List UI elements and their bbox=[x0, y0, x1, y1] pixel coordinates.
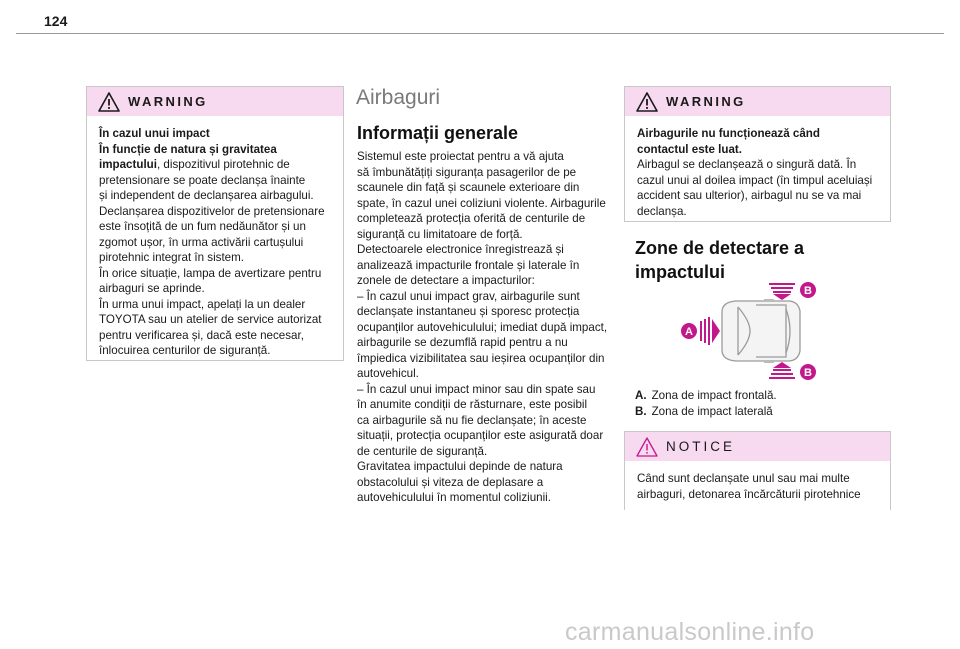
text-line: completează protecția oferită de centurile de bbox=[357, 212, 586, 225]
zones-title-line1: Zone de detectare a bbox=[635, 238, 805, 258]
label-a-badge bbox=[681, 323, 697, 339]
right-warning-box bbox=[624, 86, 891, 222]
text-line: autovehicul. bbox=[357, 367, 419, 380]
bold-text: În funcție de natura și gravitatea bbox=[99, 142, 277, 156]
text-line bbox=[99, 281, 331, 297]
text-line bbox=[99, 173, 331, 189]
text-line bbox=[99, 204, 331, 220]
legend-item-a bbox=[635, 388, 895, 404]
left-warning-box bbox=[86, 86, 344, 361]
text-line bbox=[99, 343, 331, 359]
top-rule bbox=[16, 33, 944, 34]
zones-legend bbox=[635, 388, 895, 419]
text-line: analizează impacturile frontale și laterale în bbox=[357, 258, 580, 272]
plain-text: Airbagul se declanșează o singură dată. În bbox=[637, 158, 857, 171]
text-line: zonele de detectare a impacturilor: bbox=[357, 274, 535, 287]
text-line bbox=[637, 173, 878, 189]
plain-text: , dispozitivul pirotehnic de bbox=[156, 158, 290, 171]
text-line bbox=[637, 126, 878, 142]
legend-key: B. bbox=[635, 404, 647, 418]
legend-key: A. bbox=[635, 389, 647, 402]
car-top-view-icon bbox=[722, 299, 800, 363]
zones-title bbox=[635, 236, 804, 284]
bold-text: În cazul unui impact bbox=[99, 127, 210, 140]
text-line: situații, protecția ocupanților este asigurată doar bbox=[357, 429, 604, 442]
plain-text: înlocuirea centurilor de siguranță. bbox=[99, 344, 271, 357]
bold-text: impactului bbox=[99, 158, 157, 171]
legend-item-b bbox=[635, 404, 895, 420]
zones-title-line2: impactului bbox=[635, 262, 726, 282]
warning-label: WARNING bbox=[128, 94, 208, 109]
plain-text: accident sau ulterior), airbagul nu se va mai bbox=[637, 189, 862, 202]
plain-text: este însoțită de un fum nedăunător și un bbox=[99, 220, 306, 233]
text-line: de centurile de siguranță. bbox=[357, 444, 488, 458]
plain-text: pirotehnic integrat în sistem. bbox=[99, 251, 244, 264]
text-line: spate, în cazul unei coliziuni violente. Airbagurile bbox=[357, 196, 606, 210]
plain-text: zgomot ușor, în urma activării cartușului bbox=[99, 235, 304, 249]
text-line bbox=[99, 126, 331, 142]
front-impact-arrows bbox=[700, 317, 720, 345]
warning-body bbox=[625, 116, 890, 227]
notice-triangle-icon bbox=[636, 437, 658, 457]
plain-text: și independent de declanșarea airbagului. bbox=[99, 189, 314, 202]
text-line bbox=[99, 312, 331, 328]
text-line: ocupanților autovehiculului; imediat după impact, bbox=[357, 320, 608, 334]
label-a: A bbox=[685, 326, 693, 338]
legend-text: Zona de impact frontală. bbox=[651, 389, 777, 402]
general-info-text bbox=[357, 149, 617, 506]
label-b-top-badge bbox=[800, 282, 816, 298]
plain-text: TOYOTA sau un atelier de service autorizat bbox=[99, 313, 322, 326]
text-line bbox=[99, 188, 331, 204]
plain-text: declanșa. bbox=[637, 204, 687, 218]
text-line bbox=[99, 142, 331, 158]
plain-text: Declanșarea dispozitivelor de pretensionare bbox=[99, 204, 325, 218]
notice-line: Când sunt declanșate unul sau mai multe bbox=[637, 472, 850, 485]
warning-body bbox=[87, 116, 343, 367]
text-line: Detectoarele electronice înregistrează și bbox=[357, 243, 564, 256]
text-line bbox=[637, 157, 878, 173]
text-line: împiedica vizibilitatea sau ieșirea ocupanților din bbox=[357, 351, 605, 365]
impact-zones-diagram bbox=[676, 281, 821, 381]
side-impact-arrows-bottom bbox=[769, 362, 795, 379]
watermark: carmanualsonline.info bbox=[565, 618, 815, 646]
text-line bbox=[637, 204, 878, 220]
warning-label: WARNING bbox=[666, 94, 746, 109]
notice-line: airbaguri, detonarea încărcăturii pirotehnice bbox=[637, 487, 861, 501]
label-b-bottom: B bbox=[804, 367, 812, 379]
text-line: să îmbunătățiți siguranța pasagerilor de pe bbox=[357, 165, 577, 179]
text-line bbox=[99, 297, 331, 313]
text-line: Gravitatea impactului depinde de natura bbox=[357, 460, 563, 473]
text-line: Sistemul este proiectat pentru a vă ajuta bbox=[357, 150, 564, 163]
section-title: Airbaguri bbox=[356, 86, 441, 109]
text-line: scaunele din față și scaunele exterioare din bbox=[357, 181, 580, 194]
text-line bbox=[99, 250, 331, 266]
notice-label: NOTICE bbox=[666, 439, 736, 454]
warning-triangle-icon bbox=[636, 92, 658, 112]
text-line: declanșate instantaneu și sporesc protecția bbox=[357, 305, 580, 318]
warning-header bbox=[87, 87, 343, 116]
legend-text: Zona de impact laterală bbox=[651, 404, 773, 418]
notice-box bbox=[624, 431, 891, 510]
text-line: – În cazul unui impact minor sau din spate sau bbox=[357, 382, 596, 396]
plain-text: cazul unui al doilea impact (în timpul aceluiași bbox=[637, 173, 873, 187]
plain-text: airbaguri se aprinde. bbox=[99, 282, 205, 295]
text-line bbox=[99, 157, 331, 173]
text-line bbox=[637, 142, 878, 158]
warning-triangle-icon bbox=[98, 92, 120, 112]
text-line bbox=[637, 188, 878, 204]
text-line bbox=[99, 328, 331, 344]
side-impact-arrows-top bbox=[769, 283, 795, 300]
label-b-top: B bbox=[804, 285, 812, 297]
text-line: siguranță cu limitatoare de forță. bbox=[357, 227, 523, 241]
notice-header bbox=[625, 432, 890, 461]
notice-body bbox=[625, 461, 890, 510]
label-b-bottom-badge bbox=[800, 364, 816, 380]
text-line: autovehiculului în momentul coliziunii. bbox=[357, 491, 551, 504]
text-line: obstacolului și viteza de deplasare a bbox=[357, 475, 544, 489]
text-line: airbagurile se dezumflă rapid pentru a nu bbox=[357, 336, 568, 349]
text-line: în anumite condiții de răsturnare, este posibil bbox=[357, 398, 588, 411]
plain-text: pentru verificarea și, dacă este necesar, bbox=[99, 328, 304, 342]
bold-text: contactul este luat. bbox=[637, 142, 743, 156]
text-line bbox=[99, 235, 331, 251]
text-line: – În cazul unui impact grav, airbagurile sunt bbox=[357, 289, 580, 303]
plain-text: pretensionare se poate declanșa înainte bbox=[99, 173, 306, 187]
plain-text: În urma unui impact, apelați la un dealer bbox=[99, 297, 306, 311]
plain-text: În orice situație, lampa de avertizare pentru bbox=[99, 266, 322, 280]
text-line bbox=[99, 266, 331, 282]
text-line: ca airbagurile să nu fie declanșate; în aceste bbox=[357, 413, 587, 427]
bold-text: Airbagurile nu funcționează când bbox=[637, 127, 820, 140]
subsection-title: Informații generale bbox=[357, 123, 519, 143]
warning-header bbox=[625, 87, 890, 116]
text-line bbox=[99, 219, 331, 235]
page-number: 124 bbox=[44, 13, 68, 29]
